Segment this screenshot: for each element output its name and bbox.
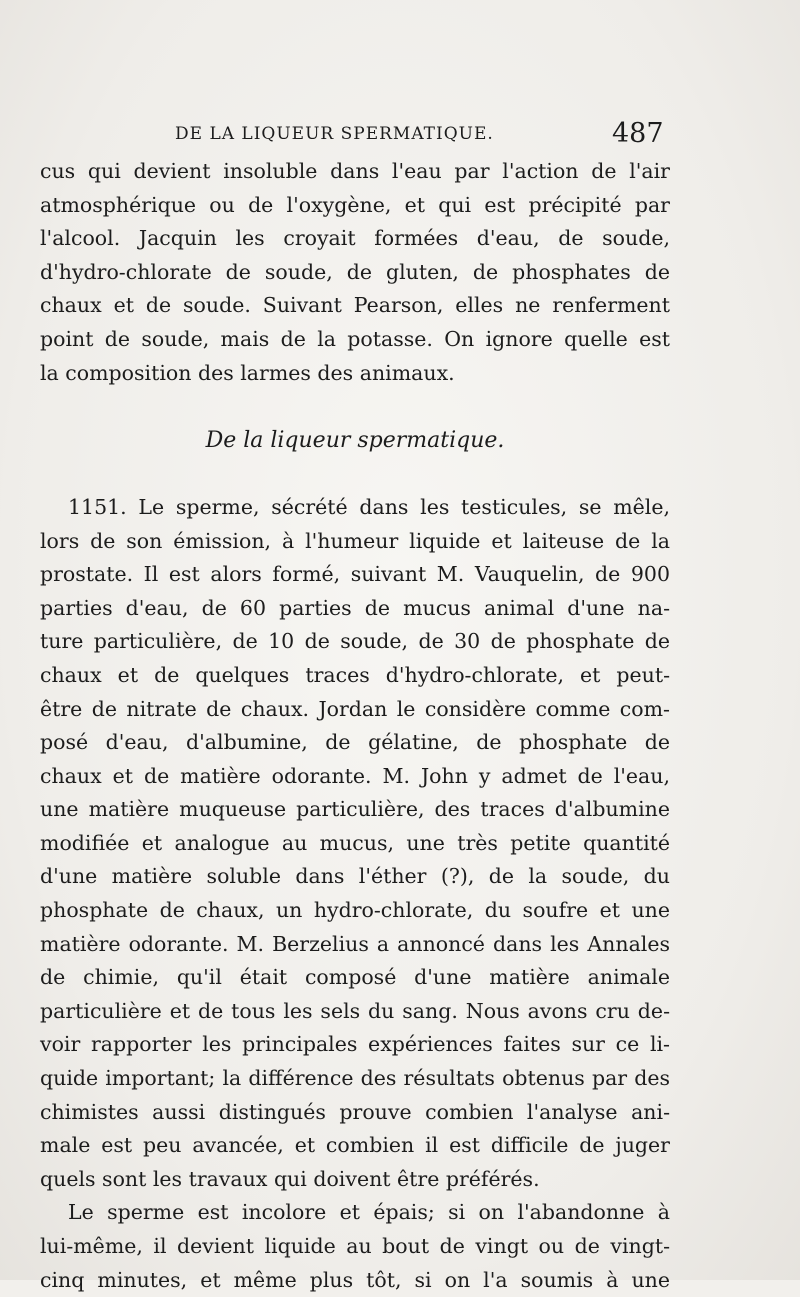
text-line: chimistes aussi distingués prouve combien l'analyse ani- — [40, 1099, 670, 1124]
text-line: ture particulière, de 10 de soude, de 30 de phosphate de — [40, 629, 670, 654]
text-line: d'hydro-chlorate de soude, de gluten, de phosphates de — [40, 259, 670, 284]
text-line: chaux et de matière odorante. M. John y admet de l'eau, — [40, 763, 670, 788]
text-line: cinq minutes, et même plus tôt, si on l'a soumis à une — [40, 1267, 670, 1292]
text-line: chaux et de quelques traces d'hydro-chlorate, et peut- — [40, 662, 670, 687]
text-line: 1151. Le sperme, sécrété dans les testicules, se mêle, — [68, 494, 670, 519]
text-line: posé d'eau, d'albumine, de gélatine, de phosphate de — [40, 730, 670, 755]
text-line: male est peu avancée, et combien il est difficile de juger — [40, 1133, 670, 1158]
text-line: quide important; la différence des résultats obtenus par des — [40, 1066, 670, 1091]
text-line: chaux et de soude. Suivant Pearson, elles ne renferment — [40, 293, 670, 318]
text-line: une matière muqueuse particulière, des traces d'albumine — [40, 797, 670, 822]
text-line: phosphate de chaux, un hydro-chlorate, du soufre et une — [40, 898, 670, 923]
text-line: lui-même, il devient liquide au bout de vingt ou de vingt- — [40, 1234, 670, 1258]
text-line: atmosphérique ou de l'oxygène, et qui est précipité par — [40, 192, 670, 217]
paragraph-tears-composition — [40, 155, 670, 390]
text-line: matière odorante. M. Berzelius a annoncé dans les Annales — [40, 931, 670, 956]
text-line: la composition des larmes des animaux. — [40, 360, 455, 385]
text-line: de chimie, qu'il était composé d'une matière animale — [40, 965, 670, 990]
text-line: l'alcool. Jacquin les croyait formées d'eau, de soude, — [40, 226, 670, 251]
paragraph-1151 — [40, 491, 670, 1196]
running-head: DE LA LIQUEUR SPERMATIQUE. — [175, 124, 494, 144]
text-line: parties d'eau, de 60 parties de mucus animal d'une na- — [40, 595, 670, 620]
text-line: Le sperme est incolore et épais; si on l'abandonne à — [68, 1200, 670, 1225]
spacer — [40, 457, 670, 491]
text-line: lors de son émission, à l'humeur liquide et laiteuse de la — [40, 528, 670, 553]
text-line: prostate. Il est alors formé, suivant M. Vauquelin, de 900 — [40, 562, 670, 587]
section-heading: De la liqueur spermatique. — [205, 427, 505, 453]
text-line: d'une matière soluble dans l'éther (?), de la soude, du — [40, 864, 670, 889]
text-line: être de nitrate de chaux. Jordan le considère comme com- — [40, 696, 670, 721]
page-body — [40, 155, 670, 1297]
text-line: modifiée et analogue au mucus, une très petite quantité — [40, 830, 670, 855]
text-line: cus qui devient insoluble dans l'eau par l'action de l'air — [40, 159, 670, 183]
page-header — [0, 118, 800, 158]
text-line: point de soude, mais de la potasse. On ignore quelle est — [40, 326, 670, 351]
spacer — [40, 390, 670, 424]
text-line: voir rapporter les principales expériences faites sur ce li- — [40, 1032, 670, 1057]
page-number: 487 — [612, 118, 664, 149]
paragraph-sperm-properties — [40, 1196, 670, 1297]
text-line: quels sont les travaux qui doivent être préférés. — [40, 1166, 540, 1191]
text-line: particulière et de tous les sels du sang. Nous avons cru de- — [40, 998, 670, 1023]
